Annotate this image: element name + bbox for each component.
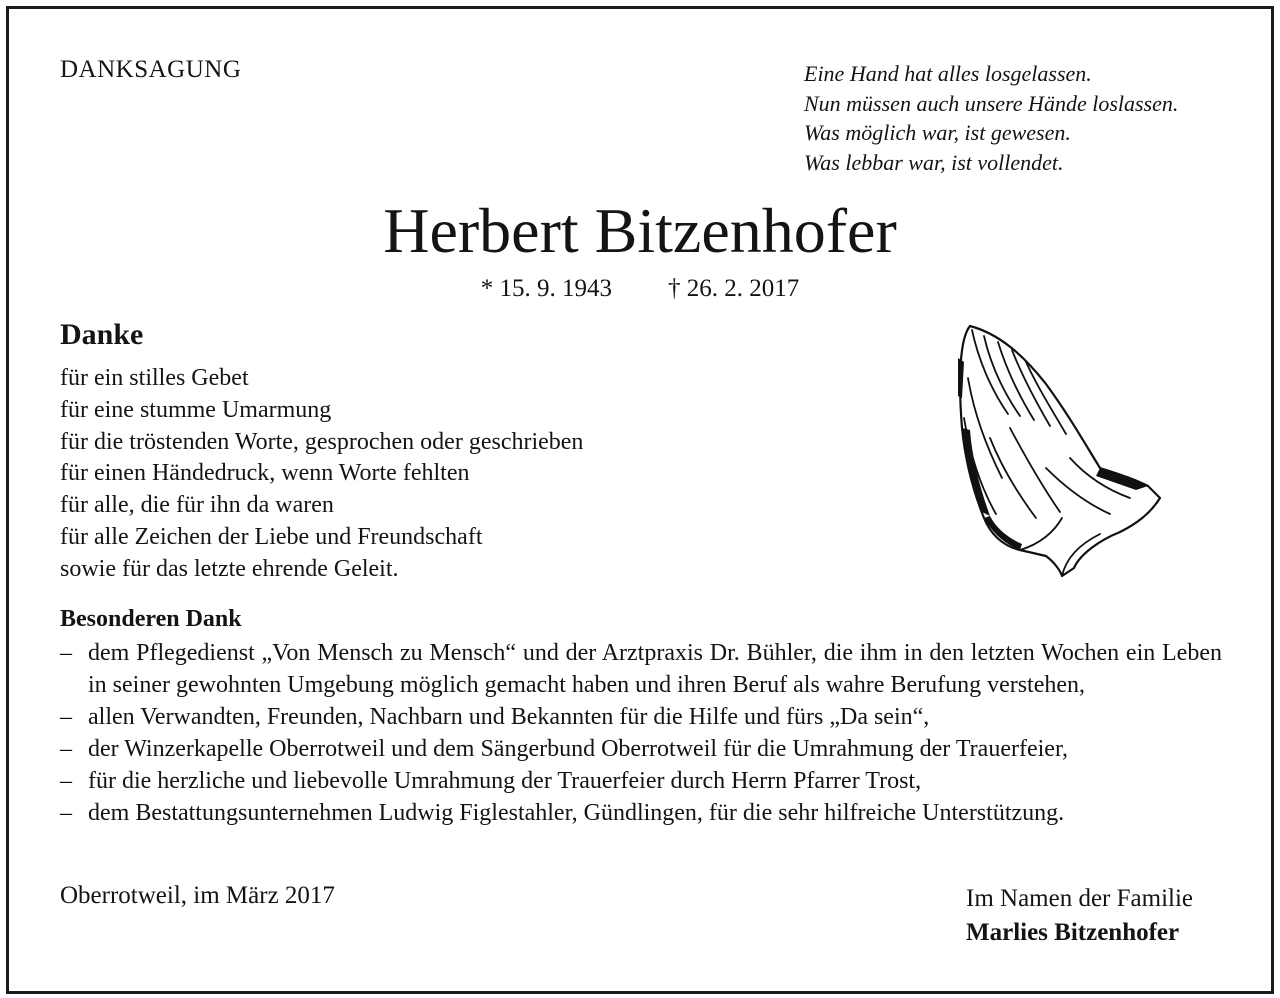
deceased-name: Herbert Bitzenhofer [383, 195, 897, 266]
poem-line: Was lebbar war, ist vollendet. [804, 149, 1064, 175]
birth-date: * 15. 9. 1943 [480, 275, 612, 302]
dank-item-text: für die herzliche und liebevolle Umrahmung der Trauerfeier durch Herrn Pfarrer Trost, [88, 768, 922, 794]
poem-line: Was möglich war, ist gewesen. [804, 120, 1071, 145]
praying-hands-icon [950, 318, 1170, 580]
place-date: Oberrotweil, im März 2017 [60, 882, 335, 909]
family-line: Im Namen der Familie [966, 885, 1194, 912]
dank-item [60, 637, 1222, 701]
dank-item [60, 765, 1222, 797]
danke-line: für alle Zeichen der Liebe und Freundschaft [60, 523, 483, 550]
danke-line: für einen Händedruck, wenn Worte fehlten [60, 460, 470, 487]
dank-item-text: dem Pflegedienst „Von Mensch zu Mensch“ und der Arztpraxis Dr. Bühler, die ihm in den letzten Wochen ein Leben in seiner gewohnten Umgebung möglich gemacht haben und ihren Beruf als wahre Berufung verstehen, [88, 640, 1222, 698]
dank-item-text: allen Verwandten, Freunden, Nachbarn und Bekannten für die Hilfe und fürs „Da sein“, [88, 704, 930, 730]
besonderer-dank-list [60, 637, 1222, 829]
poem-line: Nun müssen auch unsere Hände loslassen. [804, 90, 1179, 116]
poem [804, 59, 1178, 177]
poem-line: Eine Hand hat alles losgelassen. [804, 61, 1092, 86]
family-signature-block [966, 882, 1193, 950]
dank-item-text: der Winzerkapelle Oberrotweil und dem Sängerbund Oberrotweil für die Umrahmung der Trauerfeier, [88, 736, 1068, 762]
dash-bullet: – [60, 768, 72, 794]
danke-line: für eine stumme Umarmung [60, 396, 332, 423]
dank-item [60, 733, 1222, 765]
danke-line: sowie für das letzte ehrende Geleit. [60, 555, 399, 582]
dash-bullet: – [60, 800, 72, 826]
dash-bullet: – [60, 640, 72, 666]
besonderer-dank-title: Besonderen Dank [60, 606, 242, 632]
signature: Marlies Bitzenhofer [966, 919, 1180, 946]
death-date: † 26. 2. 2017 [668, 275, 800, 302]
notice-heading: DANKSAGUNG [60, 56, 242, 83]
dash-bullet: – [60, 736, 72, 762]
danke-list [60, 363, 583, 586]
danke-line: für alle, die für ihn da waren [60, 492, 334, 519]
danke-line: für die tröstenden Worte, gesprochen oder geschrieben [60, 428, 584, 455]
dash-bullet: – [60, 704, 72, 730]
life-dates [0, 275, 1280, 303]
danke-line: für ein stilles Gebet [60, 365, 249, 391]
dank-item [60, 701, 1222, 733]
dank-item [60, 797, 1222, 829]
danke-title: Danke [60, 318, 144, 351]
dank-item-text: dem Bestattungsunternehmen Ludwig Figlestahler, Gündlingen, für die sehr hilfreiche Unterstützung. [88, 800, 1065, 826]
